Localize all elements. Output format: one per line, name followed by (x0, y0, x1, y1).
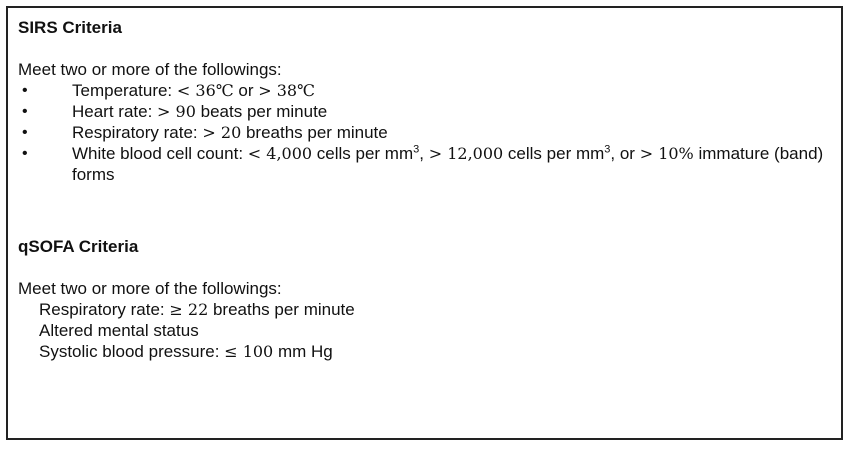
sirs-item-wbc (18, 143, 833, 185)
item-text: mm Hg (273, 342, 333, 361)
item-label: Respiratory rate: (72, 123, 203, 142)
criteria-box (6, 6, 843, 440)
criteria-content (18, 17, 833, 362)
qsofa-heading: qSOFA Criteria (18, 237, 139, 256)
qsofa-list (18, 299, 833, 362)
item-label: Temperature: (72, 81, 177, 100)
spacer (18, 185, 833, 236)
bullet-icon: • (22, 124, 28, 141)
spacer (18, 257, 833, 278)
item-math: > 38℃ (258, 81, 315, 100)
bullet-icon: • (22, 145, 28, 162)
qsofa-intro: Meet two or more of the followings: (18, 279, 282, 298)
item-math: < 36℃ (176, 81, 234, 100)
item-math: ≤ 100 (224, 342, 274, 361)
sirs-item-respiratory-rate (18, 122, 833, 143)
spacer (18, 38, 833, 59)
bullet-icon: • (22, 103, 28, 120)
sirs-intro: Meet two or more of the followings: (18, 60, 282, 79)
item-math: > 90 (157, 102, 196, 121)
item-text: , (419, 144, 429, 163)
sirs-heading: SIRS Criteria (18, 18, 122, 37)
item-math: > 12,000 (428, 144, 504, 163)
item-math: < 4,000 (247, 144, 313, 163)
item-mid: or (233, 81, 259, 100)
item-mid: breaths per minute (241, 123, 388, 142)
item-text: cells per mm (503, 144, 605, 163)
sirs-item-temperature (18, 80, 833, 101)
bullet-icon: • (22, 82, 28, 99)
item-text: immature (band) forms (72, 144, 824, 184)
item-math: > 20 (202, 123, 242, 142)
item-math: > 10% (639, 144, 694, 163)
qsofa-item-blood-pressure (18, 341, 833, 362)
item-text: cells per mm (312, 144, 414, 163)
qsofa-item-mental-status (18, 320, 833, 341)
qsofa-item-respiratory-rate (18, 299, 833, 320)
sirs-list (18, 80, 833, 185)
superscript: 3 (604, 143, 611, 156)
item-text: , or (610, 144, 640, 163)
sirs-item-heart-rate (18, 101, 833, 122)
item-label: Systolic blood pressure: (39, 342, 225, 361)
item-label: Heart rate: (72, 102, 158, 121)
item-mid: beats per minute (195, 102, 328, 121)
item-math: ≥ 22 (169, 300, 209, 319)
item-label: Altered mental status (39, 321, 199, 340)
item-label: White blood cell count: (72, 144, 248, 163)
item-label: Respiratory rate: (39, 300, 170, 319)
item-text: breaths per minute (208, 300, 355, 319)
superscript: 3 (413, 143, 420, 156)
